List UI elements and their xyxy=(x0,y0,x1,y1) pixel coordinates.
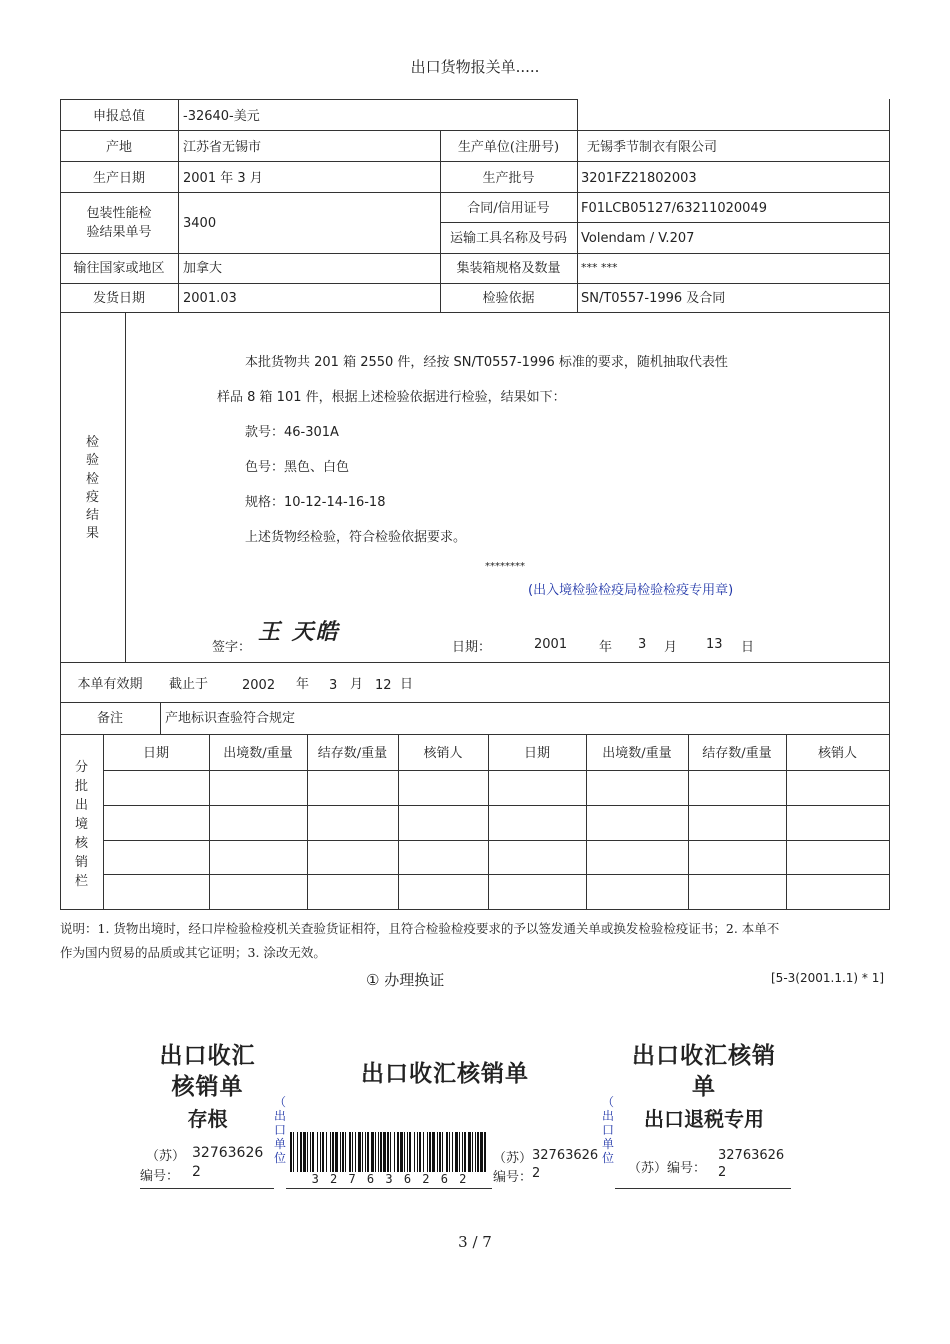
result-stars: ******** xyxy=(485,561,525,572)
batch-header-exit-qty-2: 出境数/重量 xyxy=(602,746,672,761)
right-slip-number-1: 32763626 xyxy=(718,1148,785,1163)
validity-day-unit: 日 xyxy=(400,677,414,692)
right-slip-title-1: 出口收汇核销 xyxy=(632,1042,776,1069)
middle-slip-prefix: （苏） xyxy=(493,1151,533,1166)
signature: 王 天皓 xyxy=(258,619,340,645)
production-date-label: 生产日期 xyxy=(92,171,145,186)
right-slip-title-3: 出口退税专用 xyxy=(644,1107,764,1131)
sign-label: 签字： xyxy=(212,640,252,655)
contract-value: F01LCB05127/63211020049 xyxy=(581,201,767,216)
basis-label: 检验依据 xyxy=(482,291,535,306)
validity-prefix: 截止于 xyxy=(169,677,209,692)
batch-header-balance-2: 结存数/重量 xyxy=(702,746,772,761)
origin-value: 江苏省无锡市 xyxy=(183,140,262,155)
right-slip-title-2: 单 xyxy=(692,1073,716,1100)
middle-slip-title: 出口收汇核销单 xyxy=(361,1060,529,1087)
left-slip-number-2: 2 xyxy=(192,1164,201,1180)
batch-header-balance: 结存数/重量 xyxy=(317,746,388,761)
exchange-cert-note: ① 办理换证 xyxy=(366,971,445,989)
container-value: *** *** xyxy=(581,261,618,274)
validity-month: 3 xyxy=(329,678,338,693)
origin-label: 产地 xyxy=(105,140,132,155)
date-year: 2001 xyxy=(534,637,568,652)
remark-label: 备注 xyxy=(96,711,123,726)
result-side-label: 检 验 检 疫 结 果 xyxy=(85,435,99,542)
destination-value: 加拿大 xyxy=(183,261,223,276)
declared-value: -32640-美元 xyxy=(183,109,260,124)
basis-value: SN/T0557-1996 及合同 xyxy=(581,291,726,306)
batch-header-verifier-2: 核销人 xyxy=(817,746,857,761)
validity-day: 12 xyxy=(375,678,392,693)
left-slip-prefix: （苏） xyxy=(146,1149,186,1164)
right-slip-label: （苏）编号： xyxy=(628,1161,707,1176)
seal-text: (出入境检验检疫局检验检疫专用章) xyxy=(528,583,734,598)
declared-value-label: 申报总值 xyxy=(92,109,145,124)
middle-slip-number-2: 2 xyxy=(532,1166,541,1181)
container-label: 集装箱规格及数量 xyxy=(456,261,561,276)
packing-label-line2: 验结果单号 xyxy=(86,225,152,240)
date-month: 3 xyxy=(638,637,647,652)
result-size: 规格：10-12-14-16-18 xyxy=(245,495,386,510)
date-day: 13 xyxy=(706,637,723,652)
ship-date: 2001.03 xyxy=(183,291,237,306)
right-slip-number-2: 2 xyxy=(718,1165,727,1180)
left-slip-no-label: 编号： xyxy=(140,1169,180,1184)
validity-label: 本单有效期 xyxy=(77,677,143,692)
right-vertical-unit-label: （ 出 口 单 位 xyxy=(601,1095,614,1165)
batch-value: 3201FZ21802003 xyxy=(581,171,697,186)
batch-header-date: 日期 xyxy=(142,746,169,761)
packing-value: 3400 xyxy=(183,216,217,231)
transport-value: Volendam / V.207 xyxy=(581,231,695,246)
result-conclusion: 上述货物经检验，符合检验依据要求。 xyxy=(245,530,467,545)
batch-header-exit-qty: 出境数/重量 xyxy=(223,746,293,761)
date-year-unit: 年 xyxy=(599,640,613,655)
left-slip-number-1: 32763626 xyxy=(192,1145,264,1161)
result-style-no: 款号：46-301A xyxy=(245,425,339,440)
batch-header-date-2: 日期 xyxy=(523,746,550,761)
middle-slip-number-1: 32763626 xyxy=(532,1148,599,1163)
middle-slip-no-label: 编号： xyxy=(493,1170,533,1185)
left-slip-title-1: 出口收汇 xyxy=(159,1042,256,1069)
packing-label-line1: 包装性能检 xyxy=(86,206,152,221)
producer-value: 无锡季节制衣有限公司 xyxy=(587,140,718,155)
validity-year-unit: 年 xyxy=(296,677,310,692)
transport-label: 运输工具名称及号码 xyxy=(449,231,567,246)
notes-line-1: 说明：1. 货物出境时，经口岸检验检疫机关查验货证相符，且符合检验检疫要求的予以签发通关单或换发检验检疫证书；2. 本单不 xyxy=(60,921,780,936)
remark-value: 产地标识查验符合规定 xyxy=(165,711,296,726)
notes-line-2: 作为国内贸易的品质或其它证明；3. 涂改无效。 xyxy=(60,945,326,960)
result-color-no: 色号：黑色、白色 xyxy=(245,460,350,475)
contract-label: 合同/信用证号 xyxy=(467,201,550,216)
form-code: [5-3(2001.1.1) * 1] xyxy=(771,971,885,985)
barcode xyxy=(286,1132,491,1172)
date-label: 日期： xyxy=(452,640,492,655)
production-date: 2001 年 3 月 xyxy=(183,171,263,186)
barcode-digits: 3 2 7 6 3 6 2 6 2 xyxy=(290,1172,490,1188)
date-month-unit: 月 xyxy=(664,640,678,655)
validity-month-unit: 月 xyxy=(350,677,364,692)
document-title: 出口货物报关单..... xyxy=(410,58,540,76)
validity-year: 2002 xyxy=(242,678,276,693)
batch-header-verifier: 核销人 xyxy=(423,746,463,761)
left-slip-title-3: 存根 xyxy=(187,1107,228,1131)
date-day-unit: 日 xyxy=(741,640,755,655)
destination-label: 输往国家或地区 xyxy=(73,261,165,276)
result-line-2: 样品 8 箱 101 件，根据上述检验依据进行检验，结果如下： xyxy=(217,390,566,405)
ship-date-label: 发货日期 xyxy=(92,291,145,306)
batch-side-label: 分 批 出 境 核 销 栏 xyxy=(74,760,88,889)
batch-label: 生产批号 xyxy=(482,171,535,186)
left-slip-title-2: 核销单 xyxy=(171,1073,244,1100)
result-line-1: 本批货物共 201 箱 2550 件，经按 SN/T0557-1996 标准的要求，随机抽取代表性 xyxy=(245,355,728,370)
left-vertical-unit-label: （ 出 口 单 位 xyxy=(273,1095,286,1165)
page-number: 3 / 7 xyxy=(458,1233,492,1251)
producer-label: 生产单位(注册号) xyxy=(457,140,560,155)
